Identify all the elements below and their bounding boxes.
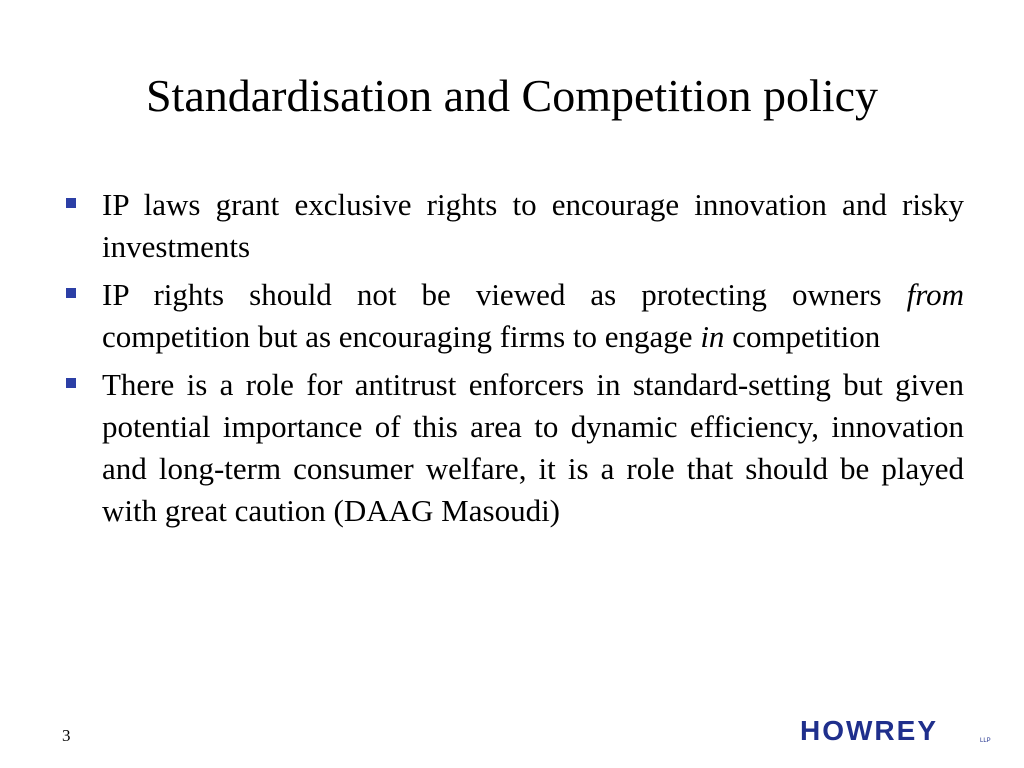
bullet-item [62,274,964,358]
page-number: 3 [62,726,71,745]
square-bullet-icon [66,288,76,298]
bullet-segment: IP laws grant exclusive rights to encourage innovation and risky investments [102,187,964,264]
bullet-list [62,184,964,538]
square-bullet-icon [66,378,76,388]
bullet-item [62,184,964,268]
bullet-text [102,367,964,528]
bullet-text [102,277,964,354]
bullet-segment-italic: from [906,277,964,312]
logo-text: HOWREY [800,715,938,746]
bullet-segment: competition but as encouraging firms to engage [102,319,701,354]
bullet-segment: competition [724,319,881,354]
square-bullet-icon [66,198,76,208]
howrey-logo [800,713,1000,753]
bullet-text [102,187,964,264]
bullet-segment: IP rights should not be viewed as protecting owners [102,277,907,312]
bullet-segment: There is a role for antitrust enforcers in standard-setting but given potential importance of this area to dynamic efficiency, innovation and long-term consumer welfare, it is a role that should be played with great caution (DAAG Masoudi) [102,367,964,528]
logo-suffix: LLP [980,738,991,744]
bullet-item [62,364,964,532]
bullet-segment-italic: in [700,319,725,354]
slide-title: Standardisation and Competition policy [145,70,879,121]
